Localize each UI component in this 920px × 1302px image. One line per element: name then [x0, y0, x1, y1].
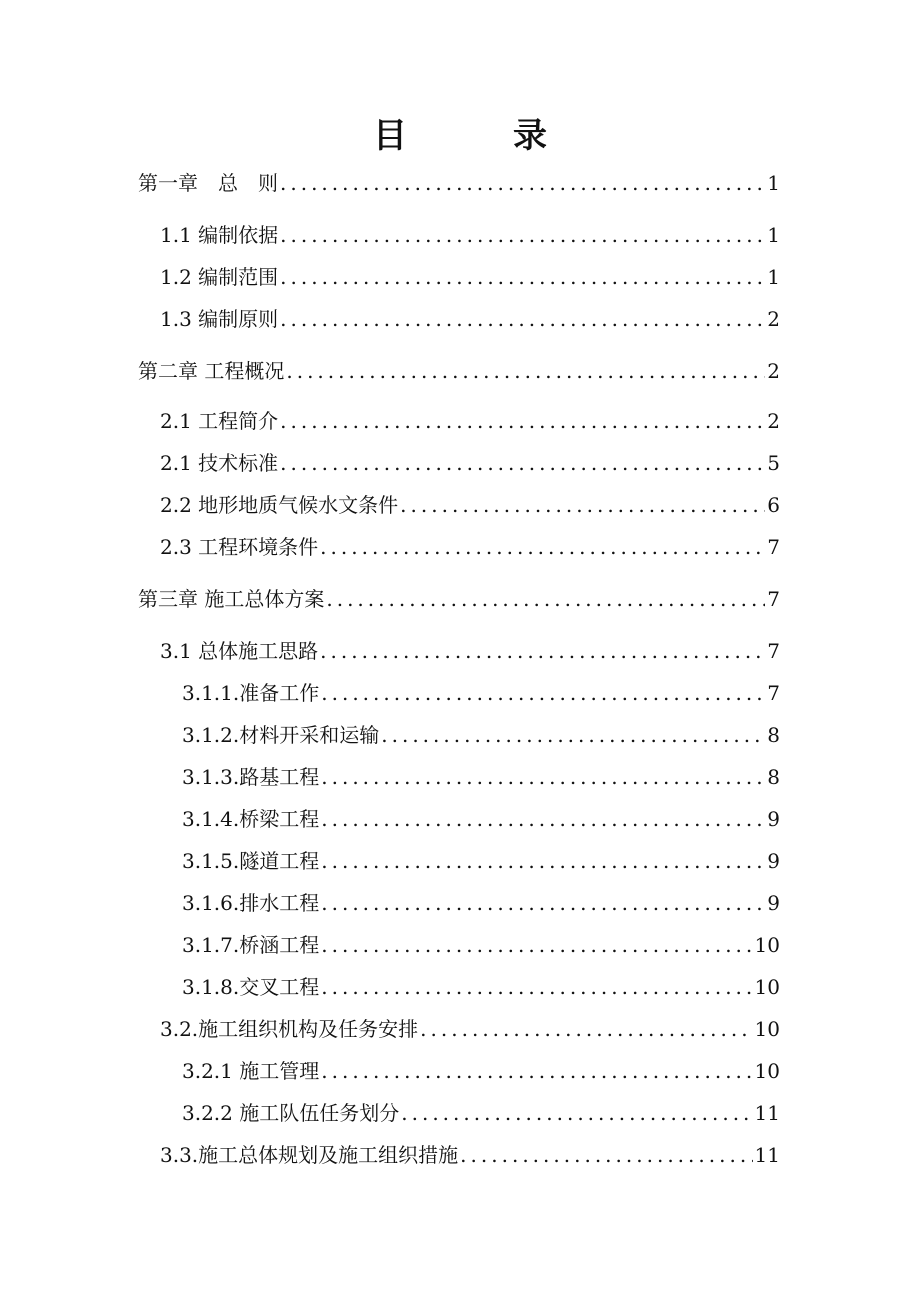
toc-entry-label: 第二章 工程概况: [138, 359, 285, 383]
toc-entry-page-number: 9: [767, 807, 780, 831]
toc-entry[interactable]: [182, 804, 780, 834]
toc-entry[interactable]: [160, 220, 780, 250]
toc-entry[interactable]: [182, 846, 780, 876]
toc-entry-label: 第三章 施工总体方案: [138, 587, 325, 611]
toc-entry[interactable]: [138, 168, 780, 198]
toc-entry-label: 1.1 编制依据: [160, 223, 279, 247]
toc-leader-dots: [321, 930, 752, 960]
toc-entry-page-number: 10: [754, 933, 780, 957]
toc-entry[interactable]: [138, 356, 780, 386]
toc-entry-label: 3.1.8.交叉工程: [182, 975, 320, 999]
toc-entry[interactable]: [160, 1140, 780, 1170]
toc-entry[interactable]: [160, 636, 780, 666]
toc-leader-dots: [286, 356, 765, 386]
toc-leader-dots: [280, 448, 765, 478]
toc-entry-label: 3.1 总体施工思路: [160, 639, 319, 663]
toc-entry[interactable]: [182, 1056, 780, 1086]
toc-entry[interactable]: [160, 1014, 780, 1044]
toc-entry-label: 2.2 地形地质气候水文条件: [160, 493, 399, 517]
toc-entry-page-number: 7: [767, 535, 780, 559]
toc-entry-label: 3.1.6.排水工程: [182, 891, 320, 915]
toc-entry-page-number: 9: [767, 891, 780, 915]
toc-entry-label: 3.1.4.桥梁工程: [182, 807, 320, 831]
toc-leader-dots: [321, 1056, 752, 1086]
toc-entry-page-number: 5: [767, 451, 780, 475]
toc-entry[interactable]: [160, 532, 780, 562]
toc-entry-page-number: 7: [767, 681, 780, 705]
toc-leader-dots: [321, 846, 765, 876]
toc-entry-page-number: 8: [767, 723, 780, 747]
toc-entry[interactable]: [182, 762, 780, 792]
toc-entry-page-number: 10: [754, 975, 780, 999]
toc-leader-dots: [321, 804, 765, 834]
toc-entry-label: 3.1.3.路基工程: [182, 765, 320, 789]
toc-entry[interactable]: [182, 930, 780, 960]
toc-entry-page-number: 6: [767, 493, 780, 517]
toc-entry-label: 3.1.2.材料开采和运输: [182, 723, 380, 747]
toc-leader-dots: [280, 168, 765, 198]
toc-leader-dots: [401, 1098, 752, 1128]
toc-leader-dots: [321, 762, 765, 792]
toc-entry-page-number: 10: [754, 1017, 780, 1041]
toc-entry[interactable]: [182, 720, 780, 750]
toc-entry[interactable]: [160, 304, 780, 334]
toc-entry-label: 2.1 工程简介: [160, 409, 279, 433]
toc-entry-label: 1.2 编制范围: [160, 265, 279, 289]
toc-entry[interactable]: [160, 490, 780, 520]
toc-entry-label: 2.3 工程环境条件: [160, 535, 319, 559]
toc-entry[interactable]: [182, 888, 780, 918]
toc-entry-page-number: 1: [767, 265, 780, 289]
toc-leader-dots: [326, 584, 765, 614]
toc-leader-dots: [321, 888, 765, 918]
toc-entry-page-number: 7: [767, 587, 780, 611]
toc-entry-label: 3.2.2 施工队伍任务划分: [182, 1101, 400, 1125]
toc-entry-label: 3.2.1 施工管理: [182, 1059, 320, 1083]
toc-entry-page-number: 1: [767, 223, 780, 247]
toc-leader-dots: [280, 220, 765, 250]
toc-entry-page-number: 2: [767, 359, 780, 383]
toc-entry-page-number: 11: [754, 1101, 780, 1125]
toc-leader-dots: [420, 1014, 752, 1044]
toc-entry-label: 3.2.施工组织机构及任务安排: [160, 1017, 419, 1041]
toc-entry-page-number: 7: [767, 639, 780, 663]
toc-entry[interactable]: [160, 262, 780, 292]
toc-leader-dots: [280, 304, 765, 334]
toc-entry-page-number: 10: [754, 1059, 780, 1083]
toc-entry-label: 第一章 总 则: [138, 171, 278, 195]
toc-leader-dots: [320, 532, 765, 562]
toc-entry-label: 3.1.5.隧道工程: [182, 849, 320, 873]
toc-entry-label: 3.1.7.桥涵工程: [182, 933, 320, 957]
toc-title: 目 录: [373, 116, 583, 156]
toc-leader-dots: [280, 262, 765, 292]
toc-leader-dots: [320, 636, 765, 666]
toc-entry[interactable]: [182, 1098, 780, 1128]
toc-leader-dots: [321, 972, 752, 1002]
toc-leader-dots: [400, 490, 765, 520]
toc-entry[interactable]: [182, 972, 780, 1002]
toc-leader-dots: [280, 406, 765, 436]
toc-entry-label: 3.1.1.准备工作: [182, 681, 320, 705]
toc-entry-label: 3.3.施工总体规划及施工组织措施: [160, 1143, 459, 1167]
toc-entry[interactable]: [160, 406, 780, 436]
toc-entry-label: 2.1 技术标准: [160, 451, 279, 475]
toc-leader-dots: [381, 720, 765, 750]
toc-entry-page-number: 2: [767, 409, 780, 433]
toc-entry-page-number: 2: [767, 307, 780, 331]
toc-entry-page-number: 1: [767, 171, 780, 195]
toc-leader-dots: [460, 1140, 752, 1170]
toc-leader-dots: [321, 678, 765, 708]
toc-entry-page-number: 8: [767, 765, 780, 789]
toc-entry-label: 1.3 编制原则: [160, 307, 279, 331]
toc-entry-page-number: 11: [754, 1143, 780, 1167]
toc-entry-page-number: 9: [767, 849, 780, 873]
toc-entry[interactable]: [138, 584, 780, 614]
toc-entry[interactable]: [182, 678, 780, 708]
toc-entry[interactable]: [160, 448, 780, 478]
